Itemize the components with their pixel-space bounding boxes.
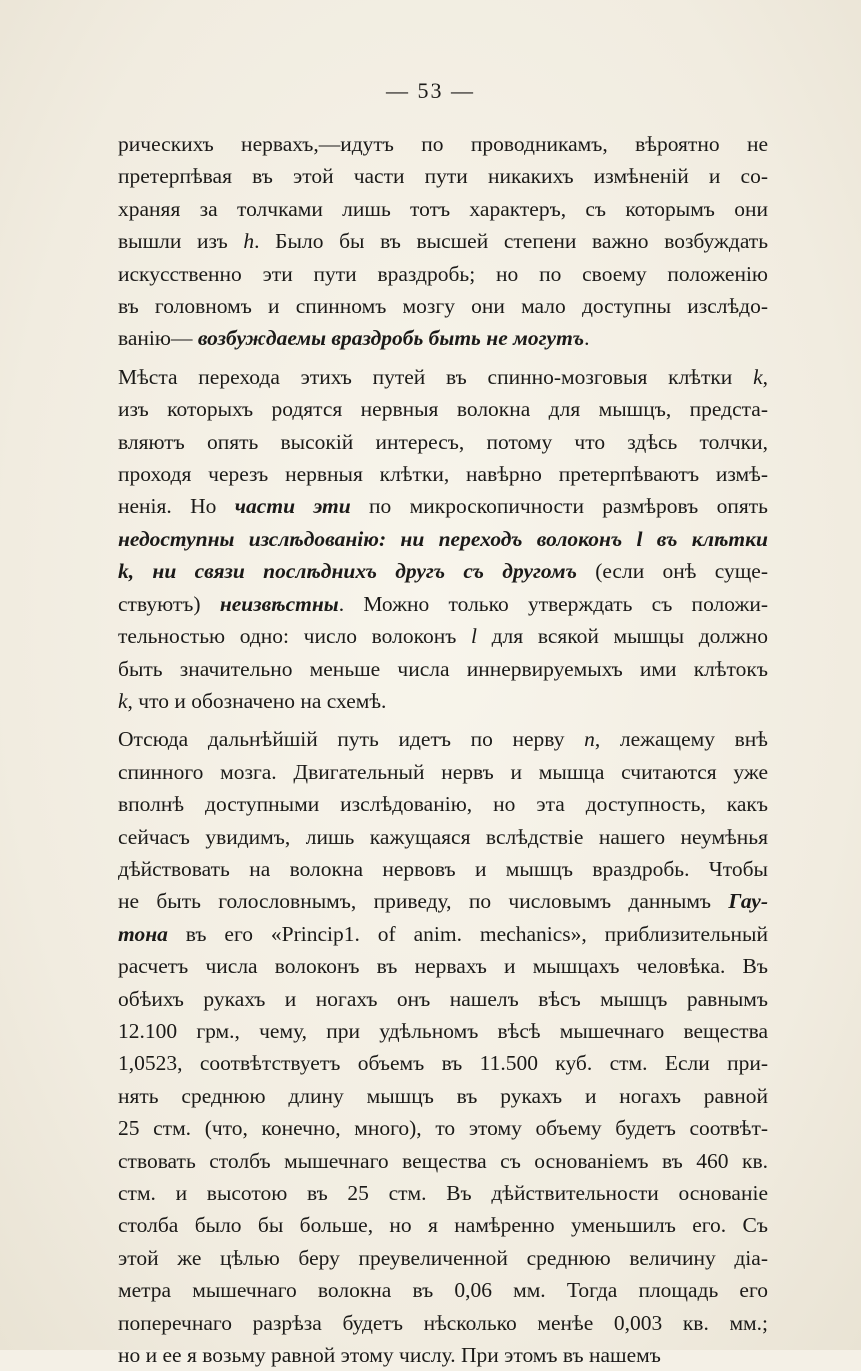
text-run: Гау- — [728, 889, 768, 914]
text-line — [118, 1112, 768, 1144]
text-run: n — [584, 727, 595, 752]
text-run: въ головномъ и спинномъ мозгу они мало доступны изслѣдо- — [118, 294, 768, 319]
text-run: возбуждаемы враздробь быть не могутъ — [197, 326, 585, 351]
paragraph — [118, 361, 768, 717]
text-line — [118, 1307, 768, 1339]
paragraph — [118, 128, 768, 355]
text-line — [118, 258, 768, 290]
text-run: искусственно эти пути враздробь; но по своему положенію — [118, 261, 768, 286]
text-run: неизвѣстны — [219, 591, 339, 616]
text-run: ствуютъ) — [118, 591, 220, 616]
text-run: этой же цѣлью беру преувеличенной среднюю величину діа- — [118, 1245, 768, 1270]
text-line — [118, 290, 768, 322]
text-run: для всякой мышцы должно — [476, 624, 768, 649]
text-run: нять среднюю длину мышцъ въ рукахъ и ногахъ равной — [118, 1083, 768, 1108]
text-line — [118, 723, 768, 755]
text-run: 25 стм. (что, конечно, много), то этому объему будетъ соотвѣт- — [118, 1116, 768, 1141]
text-run: по микроскопичности размѣровъ опять — [350, 494, 768, 519]
text-run: . — [584, 326, 590, 351]
text-run: вляютъ опять высокій интересъ, потому что здѣсь толчки, — [118, 429, 768, 454]
text-run: сейчасъ увидимъ, лишь кажущаяся вслѣдствіе нашего неумѣнья — [118, 824, 768, 849]
text-line — [118, 918, 768, 950]
text-line — [118, 555, 768, 587]
text-line — [118, 983, 768, 1015]
text-line — [118, 426, 768, 458]
text-run: Отсюда дальнѣйшій путь идетъ по нерву — [118, 727, 585, 752]
text-run: храняя за толчками лишь тотъ характеръ, съ которымъ они — [118, 196, 768, 221]
text-run: стм. и высотою въ 25 стм. Въ дѣйствительности основаніе — [118, 1181, 768, 1205]
text-line — [118, 128, 768, 160]
text-line — [118, 885, 768, 917]
text-run: , что и обозначено на схемѣ. — [127, 688, 387, 713]
text-line — [118, 193, 768, 225]
text-line — [118, 322, 768, 354]
text-line — [118, 1242, 768, 1274]
paragraph — [118, 723, 768, 1371]
text-line — [118, 588, 768, 620]
text-line — [118, 1274, 768, 1306]
text-line — [118, 361, 768, 393]
text-run: вполнѣ доступными изслѣдованію, но эта доступность, какъ — [118, 792, 768, 817]
text-line — [118, 788, 768, 820]
text-run: l — [470, 624, 477, 649]
text-run: претерпѣвая въ этой части пути никакихъ измѣненій и со- — [118, 164, 768, 189]
text-run: тельностью одно: число волоконъ — [118, 624, 471, 649]
text-line — [118, 1047, 768, 1079]
text-run: 1,0523, соотвѣтствуетъ объемъ въ 11.500 куб. стм. Если при- — [118, 1051, 768, 1076]
text-run: въ его «Princip1. of anim. mechanics», приблизительный — [167, 921, 768, 946]
text-run: , лежащему внѣ — [594, 727, 768, 752]
text-run: поперечнаго разрѣза будетъ нѣсколько менѣе 0,003 кв. мм.; — [118, 1310, 768, 1335]
text-run: (если онѣ суще- — [576, 559, 768, 584]
text-line — [118, 1015, 768, 1047]
text-line — [118, 821, 768, 853]
text-run: k — [118, 688, 128, 713]
text-line — [118, 1209, 768, 1241]
text-run: . Можно только утверждать съ положи- — [338, 591, 768, 616]
text-line — [118, 1080, 768, 1112]
text-line — [118, 160, 768, 192]
text-run: изъ которыхъ родятся нервныя волокна для мышцъ, предста- — [118, 397, 768, 422]
text-run: быть значительно меньше числа иннервируемыхъ ими клѣтокъ — [118, 656, 768, 681]
text-line — [118, 523, 768, 555]
text-run: части эти — [234, 494, 351, 519]
text-run: тона — [118, 921, 168, 946]
text-line — [118, 225, 768, 257]
text-run: обѣихъ рукахъ и ногахъ онъ нашелъ вѣсъ мышцъ равнымъ — [118, 986, 768, 1011]
text-run: h — [243, 229, 255, 254]
text-run: но и ее я возьму равной этому числу. При этомъ въ нашемъ — [118, 1343, 661, 1368]
text-line — [118, 1145, 768, 1177]
body-text — [118, 128, 768, 1371]
text-run: проходя черезъ нервныя клѣтки, навѣрно претерпѣваютъ измѣ- — [118, 462, 768, 487]
text-line — [118, 950, 768, 982]
text-run: спинного мозга. Двигательный нервъ и мышца считаются уже — [118, 759, 768, 784]
text-line — [118, 685, 768, 717]
text-run: ствовать столбъ мышечнаго вещества съ основаніемъ въ 460 кв. — [118, 1148, 768, 1173]
text-run: , — [762, 364, 768, 389]
text-run: k, ни связи послѣднихъ другъ съ другомъ — [118, 559, 577, 584]
text-run: метра мышечнаго волокна въ 0,06 мм. Тогда площадь его — [118, 1278, 768, 1303]
text-run: расчетъ числа волоконъ въ нервахъ и мышцахъ человѣка. Въ — [118, 954, 768, 979]
text-line — [118, 1177, 768, 1209]
text-run: не быть голословнымъ, приведу, по числовымъ даннымъ — [118, 889, 729, 914]
text-run: вышли изъ — [118, 229, 244, 254]
text-line — [118, 458, 768, 490]
text-run: ненія. Но — [118, 494, 235, 519]
text-run: . Было бы въ высшей степени важно возбуждать — [254, 229, 769, 254]
text-run: дѣйствовать на волокна нервовъ и мышцъ враздробь. Чтобы — [118, 856, 768, 881]
text-line — [118, 393, 768, 425]
text-line — [118, 490, 768, 522]
text-line — [118, 620, 768, 652]
text-run: рическихъ нервахъ,—идутъ по проводникамъ, вѣроятно не — [118, 132, 768, 156]
text-run: k — [753, 364, 763, 389]
text-line — [118, 853, 768, 885]
text-run: 12.100 грм., чему, при удѣльномъ вѣсѣ мышечнаго вещества — [118, 1018, 768, 1043]
text-line — [118, 653, 768, 685]
text-line — [118, 1339, 768, 1371]
text-run: Мѣста перехода этихъ путей въ спинно-мозговыя клѣтки — [118, 364, 754, 389]
text-run: недоступны изслѣдованію: ни переходъ волоконъ l въ клѣтки — [118, 526, 768, 551]
page-number: — 53 — — [386, 78, 475, 103]
text-run: ванію— — [118, 326, 198, 351]
text-line — [118, 756, 768, 788]
text-run: столба было бы больше, но я намѣренно уменьшилъ его. Съ — [118, 1213, 768, 1238]
